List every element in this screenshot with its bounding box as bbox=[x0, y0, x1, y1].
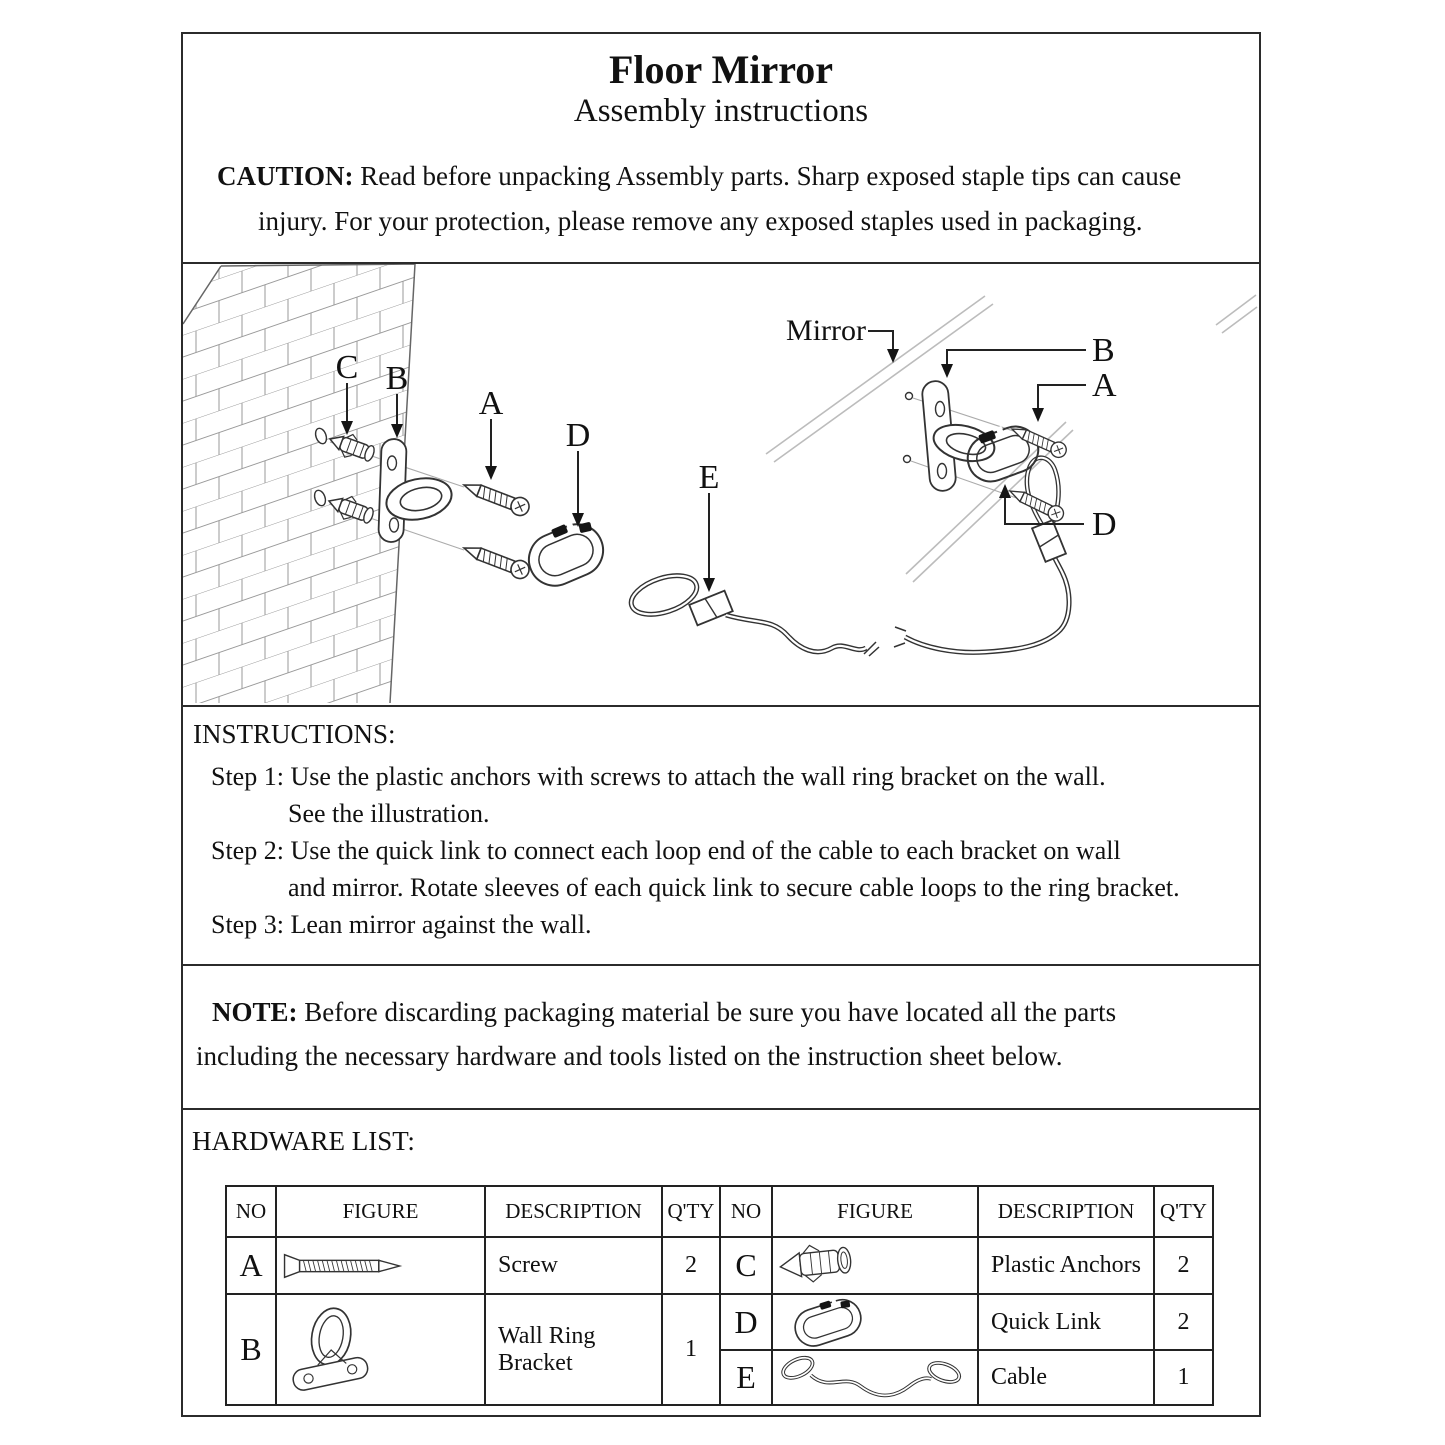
col-description: DESCRIPTION bbox=[485, 1186, 662, 1237]
item-qty: 2 bbox=[1154, 1294, 1213, 1350]
plastic-anchor-figure bbox=[772, 1237, 978, 1294]
item-description: Quick Link bbox=[978, 1294, 1154, 1350]
callout-label-c: C bbox=[335, 349, 359, 386]
item-qty: 2 bbox=[662, 1237, 720, 1294]
safety-cable bbox=[626, 568, 879, 656]
table-row-screw bbox=[226, 1237, 720, 1294]
note-line-2: including the necessary hardware and tools listed on the instruction sheet below. bbox=[196, 1041, 1063, 1071]
col-figure: FIGURE bbox=[276, 1186, 485, 1237]
hardware-heading: HARDWARE LIST: bbox=[192, 1126, 415, 1156]
hardware-table-right bbox=[719, 1185, 1214, 1406]
item-no: E bbox=[720, 1350, 772, 1405]
callout-label-d: D bbox=[565, 417, 591, 454]
item-qty: 2 bbox=[1154, 1237, 1213, 1294]
col-no: NO bbox=[720, 1186, 772, 1237]
instruction-step-3: Step 3: Lean mirror against the wall. bbox=[211, 910, 592, 939]
col-qty: Q'TY bbox=[1154, 1186, 1213, 1237]
table-header-row bbox=[720, 1186, 1213, 1237]
table-row-anchor bbox=[720, 1237, 1213, 1294]
instruction-step-1: Step 1: Use the plastic anchors with screws to attach the wall ring bracket on the wall. bbox=[211, 762, 1106, 791]
item-description: Screw bbox=[485, 1237, 662, 1294]
wall-ring-bracket bbox=[378, 439, 455, 543]
callout-label-b: B bbox=[385, 360, 409, 397]
instruction-step-1-cont: See the illustration. bbox=[288, 799, 490, 828]
title-section bbox=[183, 34, 1259, 262]
item-no: C bbox=[720, 1237, 772, 1294]
callout-label-b-right: B bbox=[1092, 332, 1115, 369]
item-description: Cable bbox=[978, 1350, 1154, 1405]
item-no: D bbox=[720, 1294, 772, 1350]
instructions-section bbox=[183, 705, 1259, 964]
item-description: Plastic Anchors bbox=[978, 1237, 1154, 1294]
page-title: Floor Mirror bbox=[609, 47, 833, 92]
cable-figure bbox=[772, 1350, 978, 1405]
table-header-row bbox=[226, 1186, 720, 1237]
callout-label-e: E bbox=[698, 459, 720, 496]
note-section bbox=[183, 964, 1259, 1108]
col-description: DESCRIPTION bbox=[978, 1186, 1154, 1237]
callout-label-a: A bbox=[478, 385, 504, 422]
quick-link bbox=[519, 513, 611, 594]
instructions-heading: INSTRUCTIONS: bbox=[193, 719, 396, 749]
quick-link-figure bbox=[772, 1294, 978, 1350]
wall-ring-bracket-figure bbox=[276, 1294, 485, 1405]
caution-line-1: CAUTION: Read before unpacking Assembly parts. Sharp exposed staple tips can cause bbox=[217, 161, 1182, 191]
col-figure: FIGURE bbox=[772, 1186, 978, 1237]
screw bbox=[461, 477, 532, 519]
screw bbox=[461, 540, 532, 582]
col-no: NO bbox=[226, 1186, 276, 1237]
page-subtitle: Assembly instructions bbox=[573, 93, 869, 129]
note-label: NOTE: bbox=[212, 997, 298, 1027]
mirror-label: Mirror bbox=[786, 314, 866, 347]
table-row-cable bbox=[720, 1350, 1213, 1405]
hardware-section bbox=[183, 1108, 1259, 1415]
item-description: Wall Ring Bracket bbox=[485, 1294, 662, 1405]
callout-label-d-right: D bbox=[1092, 506, 1117, 543]
note-line-1: NOTE: Before discarding packaging material be sure you have located all the parts bbox=[212, 997, 1117, 1027]
item-qty: 1 bbox=[662, 1294, 720, 1405]
caution-label: CAUTION: bbox=[217, 161, 354, 191]
item-qty: 1 bbox=[1154, 1350, 1213, 1405]
callout-label-a-right: A bbox=[1092, 367, 1117, 404]
screw-figure bbox=[276, 1237, 485, 1294]
caution-paragraph bbox=[217, 154, 1219, 244]
instruction-sheet bbox=[181, 32, 1261, 1417]
caution-line-2: injury. For your protection, please remove any exposed staples used in packaging. bbox=[258, 206, 1143, 236]
instruction-step-2: Step 2: Use the quick link to connect each loop end of the cable to each bracket on wall bbox=[211, 836, 1121, 865]
item-no: A bbox=[226, 1237, 276, 1294]
item-no: B bbox=[226, 1294, 276, 1405]
hardware-table bbox=[225, 1185, 1214, 1406]
instruction-step-2-cont: and mirror. Rotate sleeves of each quick link to secure cable loops to the ring bracket. bbox=[288, 873, 1180, 902]
col-qty: Q'TY bbox=[662, 1186, 720, 1237]
safety-cable-mirror-end bbox=[894, 458, 1069, 653]
hardware-table-left bbox=[225, 1185, 721, 1406]
table-row-bracket bbox=[226, 1294, 720, 1405]
table-row-quicklink bbox=[720, 1294, 1213, 1350]
assembly-diagram bbox=[183, 264, 1259, 705]
diagram-section bbox=[183, 262, 1259, 705]
